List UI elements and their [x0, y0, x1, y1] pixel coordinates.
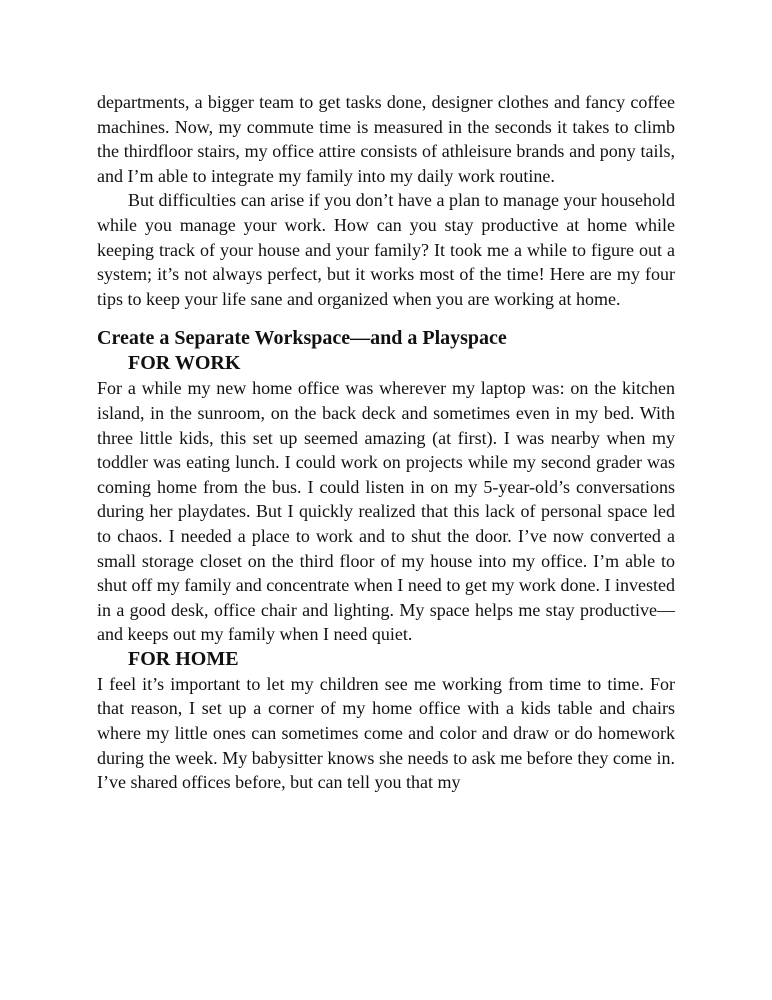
body-paragraph-for-home: I feel it’s important to let my children see me working from time to time. For that reason, I set up a corner of my home office with a kids table and chairs where my little ones can sometimes come and color and draw or do homework during the week. My babysitter knows she needs to ask me before they come in. I’ve shared offices before, but can tell you that my: [97, 673, 675, 793]
body-paragraph-for-work: For a while my new home office was wherever my laptop was: on the kitchen island, in the sunroom, on the back deck and sometimes even in my bed. With three little kids, this set up seemed amazing (at first). I was nearby when my toddler was eating lunch. I could work on projects while my second grader was coming home from the bus. I could listen in on my 5-year-old’s conversations during her playdates. But I quickly realized that this lack of personal space led to chaos. I needed a place to work and to shut the door. I’ve now converted a small storage closet on the third floor of my house into my office. I’m able to shut off my family and concentrate when I need to get my work done. I invested in a good desk, office chair and lighting. My space helps me stay productive—and keeps out my family when I need quiet.: [97, 378, 675, 645]
document-page: [97, 90, 675, 795]
subheading-for-home: FOR HOME: [128, 647, 239, 670]
section-heading: Create a Separate Workspace—and a Playspace: [97, 327, 507, 350]
body-paragraph-difficulties: But difficulties can arise if you don’t have a plan to manage your household while you manage your work. How can you stay productive at home while keeping track of your house and your family? It took me a while to figure out a system; it’s not always perfect, but it works most of the time! Here are my four tips to keep your life sane and organized when you are working at home.: [97, 190, 675, 309]
subheading-for-work: FOR WORK: [128, 352, 241, 375]
body-paragraph-intro-continued: departments, a bigger team to get tasks done, designer clothes and fancy coffee machines. Now, my commute time is measured in the seconds it takes to climb the thirdfloor stairs, my office attire consists of athleisure brands and pony tails, and I’m able to integrate my family into my daily work routine.: [97, 92, 675, 186]
